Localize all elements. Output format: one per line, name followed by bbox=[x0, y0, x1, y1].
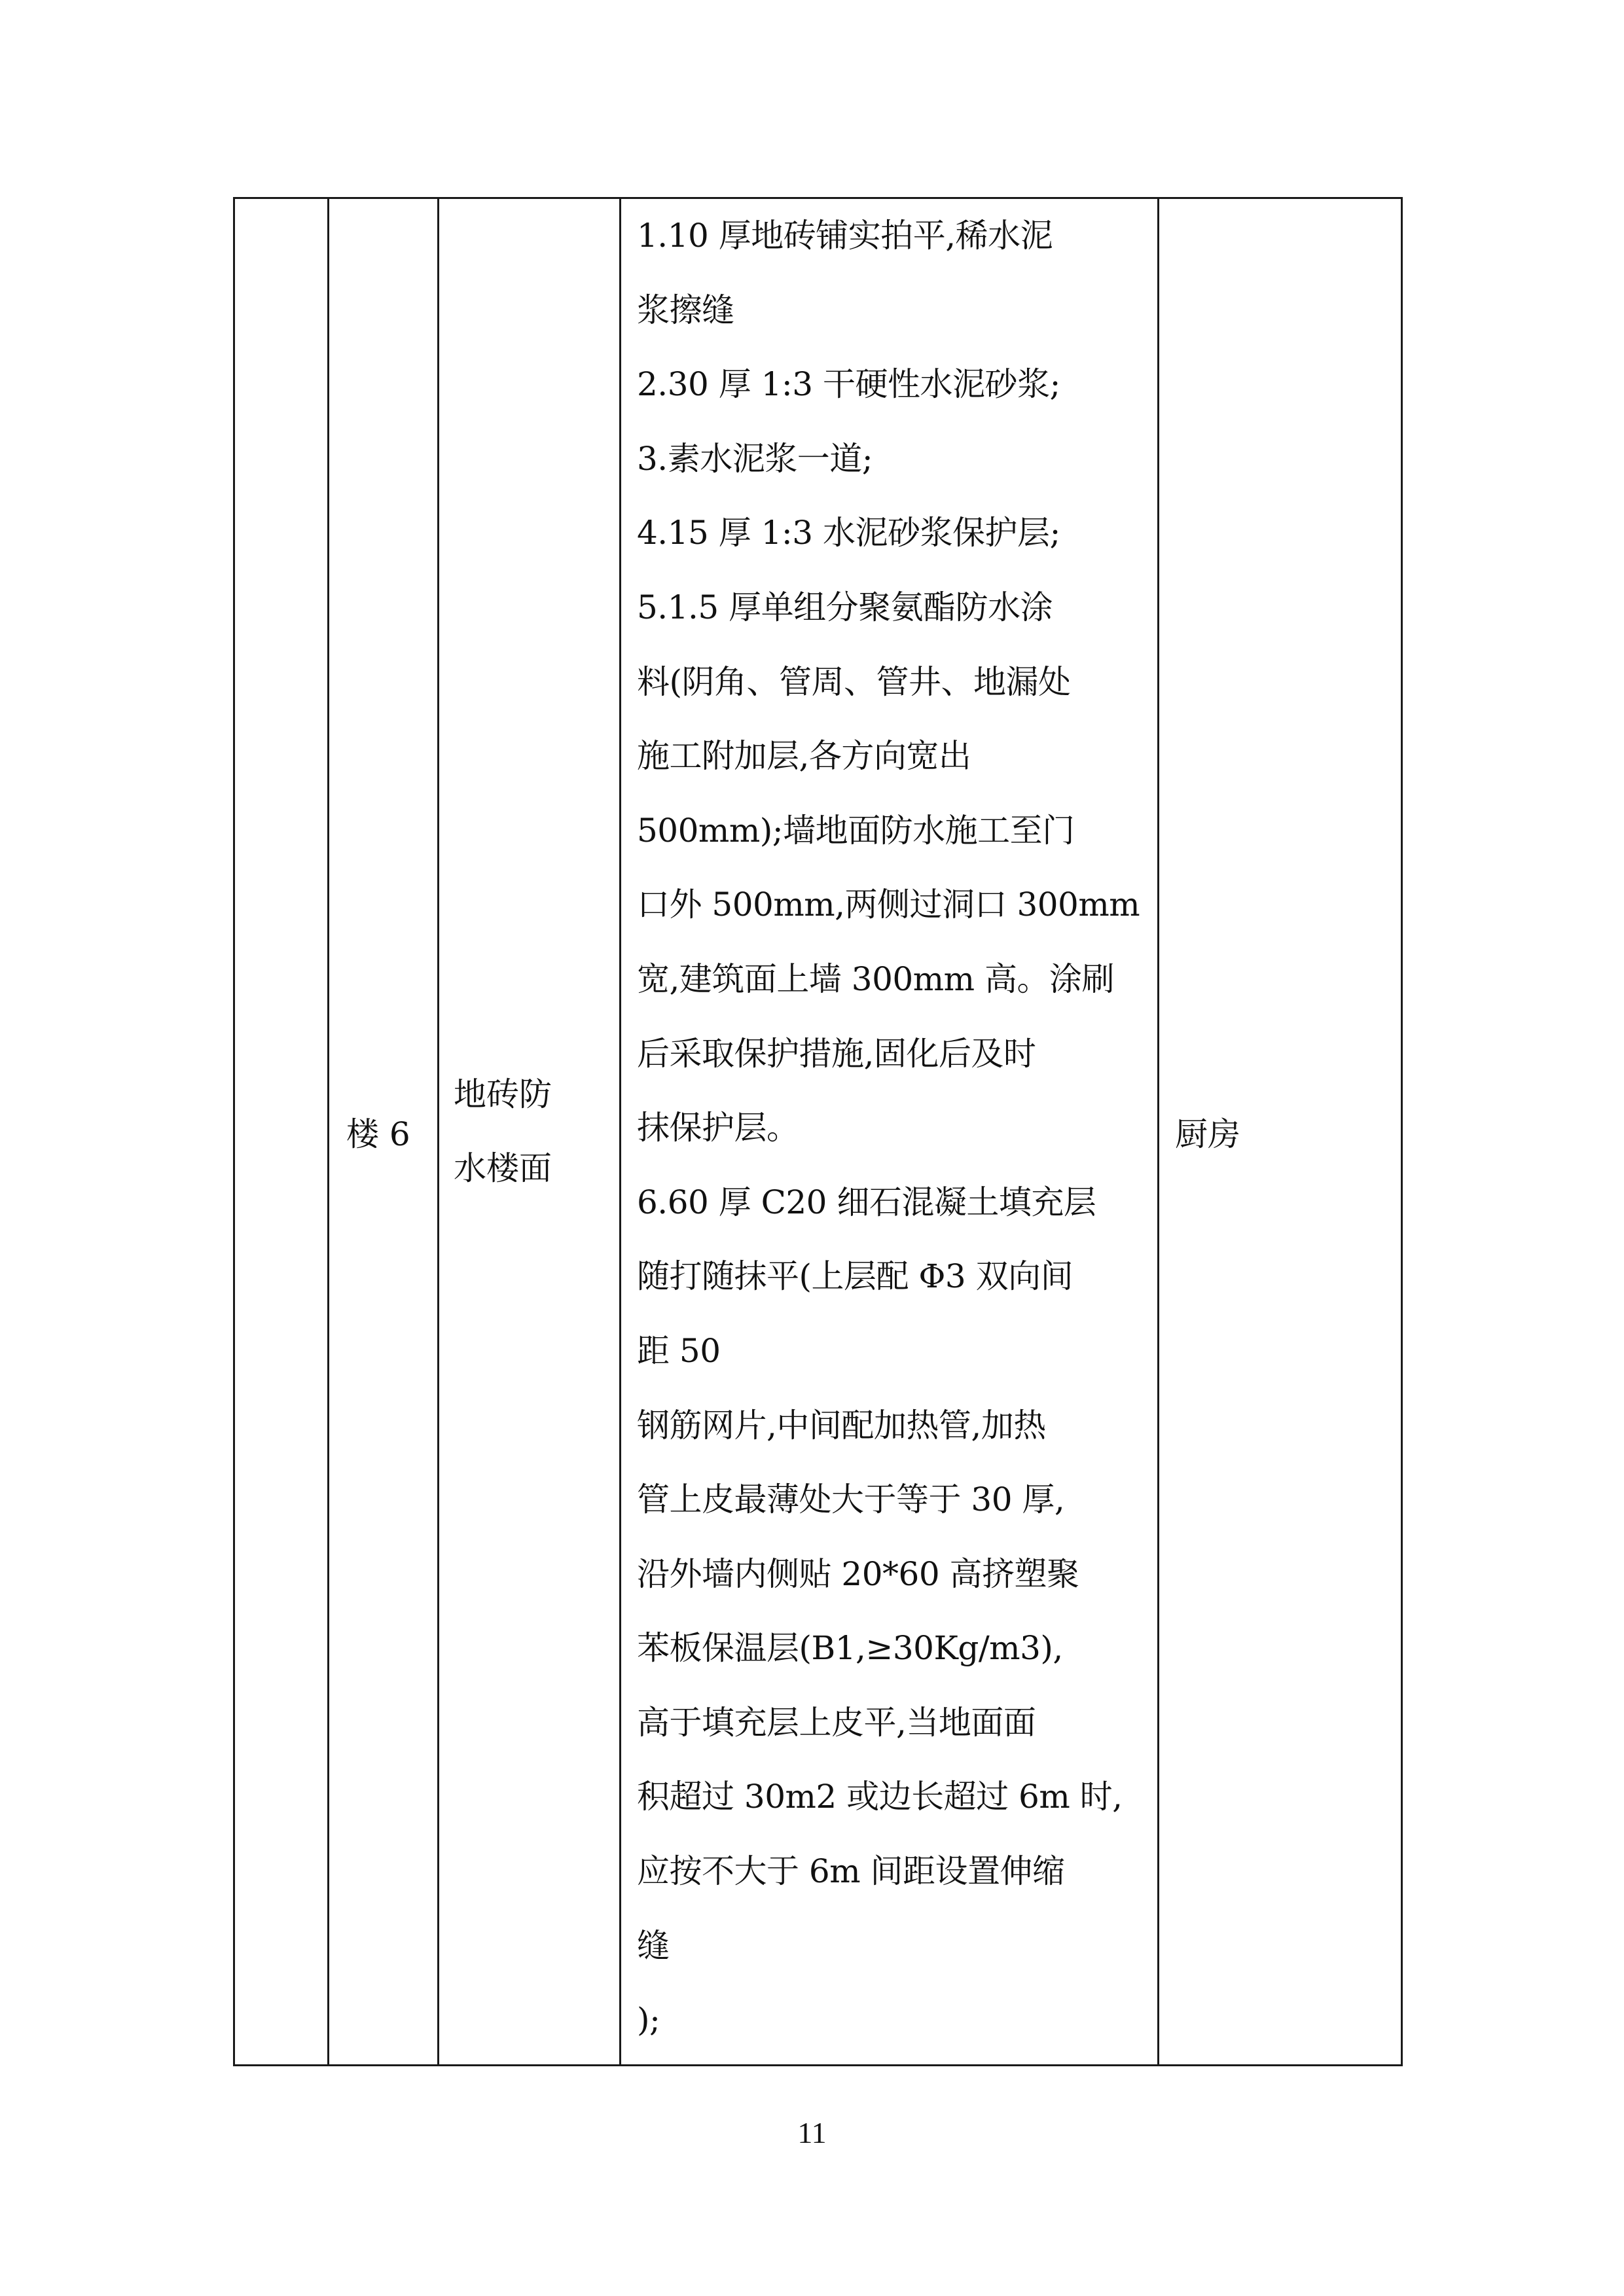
description-line: 随打随抹平(上层配 Φ3 双向间 bbox=[637, 1257, 1074, 1296]
description-line: 钢筋网片,中间配加热管,加热 bbox=[637, 1406, 1046, 1444]
description-line: 苯板保温层(B1,≥30Kg/m3), bbox=[637, 1629, 1063, 1668]
item-code-cell: 楼 6 bbox=[329, 198, 439, 2066]
description-line: 6.60 厚 C20 细石混凝土填充层 bbox=[637, 1183, 1096, 1221]
page-number: 11 bbox=[797, 2116, 827, 2149]
construction-description-cell bbox=[621, 198, 1159, 2066]
description-line: 500mm);墙地面防水施工至门 bbox=[637, 811, 1075, 850]
description-line: 高于填充层上皮平,当地面面 bbox=[637, 1703, 1036, 1742]
description-line: 抹保护层。 bbox=[637, 1109, 799, 1147]
description-line: 缝 bbox=[637, 1926, 670, 1965]
description-line: 宽,建筑面上墙 300mm 高。涂刷 bbox=[637, 960, 1114, 998]
item-name-line: 水楼面 bbox=[454, 1149, 552, 1187]
description-line: 4.15 厚 1:3 水泥砂浆保护层; bbox=[637, 514, 1060, 552]
description-line: 应按不大于 6m 间距设置伸缩 bbox=[637, 1852, 1065, 1891]
spec-table bbox=[233, 197, 1403, 2066]
description-line: 3.素水泥浆一道; bbox=[637, 439, 873, 478]
room-cell: 厨房 bbox=[1159, 198, 1402, 2066]
description-line: 后采取保护措施,固化后及时 bbox=[637, 1034, 1036, 1073]
item-name-cell bbox=[439, 198, 621, 2066]
item-name-line: 地砖防 bbox=[454, 1075, 552, 1113]
description-line: 施工附加层,各方向宽出 bbox=[637, 737, 971, 776]
description-line: 距 50 bbox=[637, 1331, 721, 1370]
description-line: 料(阴角、管周、管井、地漏处 bbox=[637, 662, 1071, 701]
description-line: 管上皮最薄处大于等于 30 厚, bbox=[637, 1480, 1065, 1519]
description-line: 沿外墙内侧贴 20*60 高挤塑聚 bbox=[637, 1554, 1079, 1593]
description-line: 浆擦缝 bbox=[637, 291, 734, 329]
description-line: 2.30 厚 1:3 干硬性水泥砂浆; bbox=[637, 365, 1060, 404]
description-line: 5.1.5 厚单组分聚氨酯防水涂 bbox=[637, 588, 1053, 626]
description-line: 积超过 30m2 或边长超过 6m 时, bbox=[637, 1778, 1123, 1816]
description-line: 口外 500mm,两侧过洞口 300mm bbox=[637, 886, 1140, 924]
description-line: ); bbox=[637, 2001, 660, 2039]
description-line: 1.10 厚地砖铺实拍平,稀水泥 bbox=[637, 217, 1053, 255]
table-row bbox=[234, 198, 1402, 2066]
blank-cell bbox=[234, 198, 329, 2066]
